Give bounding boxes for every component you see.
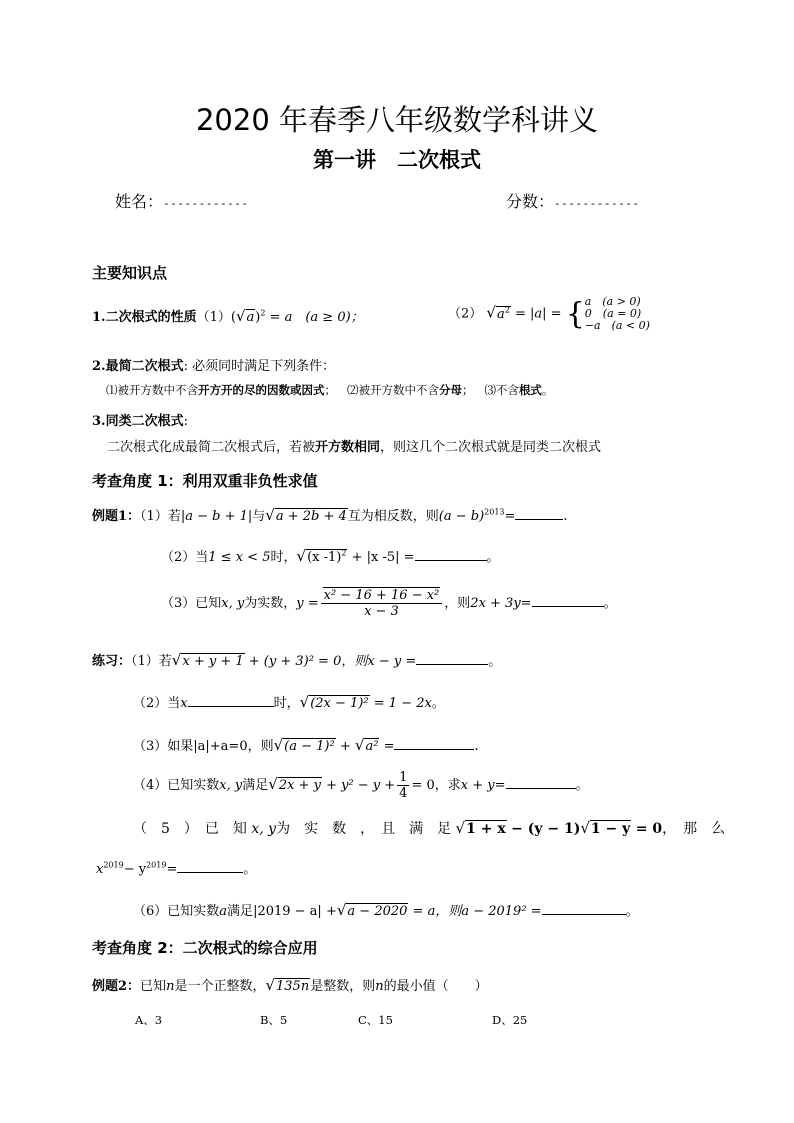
pr5f: 1 − y — [590, 821, 631, 837]
answer-blank[interactable] — [416, 664, 488, 665]
pr2b: x — [180, 696, 188, 711]
pr4b: x, y — [219, 778, 243, 793]
pr5j: 2019 — [103, 860, 124, 870]
property-3 — [92, 410, 188, 429]
practice-q3: （3）如果|a|+a=0，则√(a − 1)² + √a² = . — [133, 736, 479, 754]
ex2f: n — [375, 979, 384, 994]
practice-q1: 练习：（1）若√x + y + 1 + (y + 3)² = 0，则x − y = 。 — [92, 651, 502, 669]
knowledge-heading: 主要知识点 — [92, 264, 168, 282]
pr6h: 。 — [625, 904, 639, 919]
pr3a: （3）如果|a|+a=0，则 — [133, 739, 274, 754]
pr5i: x — [96, 862, 104, 877]
ex1-1e: 互为相反数，则 — [347, 509, 439, 524]
pr1d: x − y = — [367, 654, 417, 669]
cond2-end: ； — [461, 383, 474, 397]
property-1-label: 1.二次根式的性质 — [92, 310, 197, 325]
property-1: 1.二次根式的性质$(1)(√a)^2 = a$ (a ≥ 0)； — [92, 307, 364, 325]
ex1-3h: 。 — [603, 596, 617, 611]
ex2c: 是一个正整数， — [174, 979, 266, 994]
property-3-colon: : — [183, 414, 188, 429]
page-title: 2020 年春季八年级数学科讲义 — [195, 103, 599, 137]
pr4a: （4）已知实数 — [133, 778, 220, 793]
cond3-text: ⑶不含 — [484, 383, 519, 397]
property-2 — [92, 355, 335, 374]
name-field — [115, 189, 249, 212]
ex1-2f: 。 — [486, 550, 500, 565]
ex1-3-numerator: x² − 16 + 16 − x² — [323, 588, 440, 603]
pr2f: 。 — [431, 696, 445, 711]
score-label: 分数： — [506, 192, 555, 211]
pr6g: a − 2019² = — [461, 904, 542, 919]
pr5k: − y — [123, 862, 147, 877]
pr2e: = 1 − 2x — [373, 696, 432, 711]
pr5h: ， 那 么 — [662, 821, 726, 837]
ex1-3e: ，则 — [444, 596, 471, 611]
answer-blank[interactable] — [188, 706, 274, 707]
answer-blank[interactable] — [515, 519, 563, 520]
practice-q4: （4）已知实数x, y满足√2x + y + y² − y + $\frac{1}{4}$ = 0，求x + y= 。 — [133, 770, 589, 801]
ex1-1i: . — [563, 509, 568, 524]
pr5m: = — [166, 862, 178, 877]
pr3d: a² — [365, 739, 379, 754]
ex2g: 的最小值（ ） — [383, 979, 488, 994]
pr4-numerator: 1 — [399, 770, 408, 785]
ex1-2a: （2）当 — [161, 550, 209, 565]
ex1-1b: |a − b + 1| — [180, 509, 253, 524]
property-2-text: : 必须同时满足下列条件： — [183, 359, 336, 374]
pr4d: 2x + y — [278, 778, 321, 793]
pr6e: a − 2020 — [347, 904, 408, 919]
p3-text-bold: 开方数相同 — [315, 440, 381, 455]
ex1-2b: 1 ≤ x < 5 — [208, 550, 271, 565]
pr1c: + (y + 3)² = 0，则 — [248, 654, 368, 669]
pr3c: + — [339, 739, 351, 754]
answer-blank[interactable] — [415, 560, 487, 561]
answer-blank[interactable] — [532, 606, 604, 607]
property-2-conditions — [106, 382, 553, 398]
answer-blank[interactable] — [506, 788, 576, 789]
lecture-subtitle: 第一讲 二次根式 — [313, 148, 481, 172]
cond1-text: ⑴被开方数中不含 — [106, 383, 198, 397]
pr5c: 为 实 数 ， 且 满 足 — [276, 821, 452, 837]
pr4i: 。 — [575, 778, 589, 793]
pr3b: (a − 1)² — [284, 739, 335, 754]
ex1-1d: a + 2b + 4 — [275, 509, 347, 524]
property-3-text — [107, 436, 601, 455]
ex2a: 已知 — [140, 979, 167, 994]
option-d[interactable]: D、25 — [492, 1013, 528, 1027]
name-label: 姓名： — [115, 192, 164, 211]
pr1b: x + y + 1 — [182, 654, 244, 669]
cond1-bold: 开方开的尽的因数或因式 — [198, 383, 325, 397]
ex1-2d: (x -1) — [307, 550, 342, 565]
cond2-bold: 分母 — [438, 383, 462, 397]
angle2-heading: 考查角度 2：二次根式的综合应用 — [92, 939, 318, 957]
ex2e: 是整数，则 — [310, 979, 376, 994]
example1-q3 — [161, 588, 617, 619]
pr4-denominator: 4 — [399, 786, 408, 801]
property-2-label: 2.最简二次根式 — [92, 359, 184, 374]
ex1-3a: （3）已知 — [161, 596, 222, 611]
pr6f: = a，则 — [412, 904, 462, 919]
ex1-1f: (a − b) — [438, 509, 485, 524]
practice-q5-cont — [96, 858, 256, 877]
cond2-text: ⑵被开方数中不含 — [346, 383, 439, 397]
pr3f: . — [474, 739, 479, 754]
ex1-2e: + |x -5| = — [351, 550, 415, 565]
ex2b: n — [166, 979, 175, 994]
pr3e: = — [383, 739, 395, 754]
cond1-end: ； — [324, 383, 336, 397]
pr1a: （1）若 — [131, 654, 172, 669]
score-blank: ------------ — [554, 197, 640, 210]
ex1-1a: （1）若 — [140, 509, 181, 524]
pr2d: (2x − 1)² — [310, 696, 369, 711]
angle1-heading: 考查角度 1：利用双重非负性求值 — [92, 472, 318, 490]
abs-case-negative: −a (a < 0) — [584, 319, 650, 332]
practice-label: 练习： — [92, 654, 132, 669]
ex1-3d: y = — [296, 596, 319, 611]
ex1-3b: x, y — [221, 596, 245, 611]
pr6c: 满足 — [227, 904, 254, 919]
abs-case-zero: 0 (a = 0) — [584, 307, 642, 320]
name-blank: ------------ — [163, 197, 249, 210]
property-3-label: 3.同类二次根式 — [92, 414, 184, 429]
ex1-3-fraction — [321, 588, 443, 619]
ex1-3c: 为实数， — [244, 596, 297, 611]
ex1-2c: 时， — [270, 550, 297, 565]
ex2d: 135n — [276, 979, 310, 994]
pr4f: = 0，求 — [411, 778, 461, 793]
answer-blank[interactable] — [394, 749, 474, 750]
pr2c: 时， — [273, 696, 300, 711]
pr5l: 2019 — [146, 860, 167, 870]
ex1-3-denominator: x − 3 — [364, 604, 399, 619]
pr5n: 。 — [243, 862, 257, 877]
pr6d: |2019 − a| + — [253, 904, 337, 919]
example2-label: 例题2： — [92, 979, 141, 994]
practice-q5: （ 5 ） 已 知 x, y为 实 数 ， 且 满 足 √1 + x − (y − 1)√1 − y = 0， 那 么 — [133, 819, 726, 837]
pr4g: x + y — [460, 778, 495, 793]
pr5e: − (y − 1) — [511, 821, 581, 837]
option-a[interactable]: A、3 — [135, 1013, 163, 1027]
ex1-3g: = — [520, 596, 532, 611]
practice-q6: （6）已知实数a满足|2019 − a| +√a − 2020 = a，则a − 2019² = 。 — [133, 901, 639, 919]
pr5d: 1 + x — [466, 821, 506, 837]
example1-q1: 例题1：（1）若|a − b + 1|与√a + 2b + 4互为相反数，则$(a - b)^{2013}=$ . — [92, 506, 568, 524]
option-b[interactable]: B、5 — [260, 1013, 288, 1027]
answer-blank[interactable] — [542, 914, 626, 915]
p3-text-c: ，则这几个二次根式就是同类二次根式 — [380, 440, 602, 455]
example2: 例题2：已知n是一个正整数，√135n是整数，则n的最小值（ ） — [92, 976, 488, 994]
option-c[interactable]: C、15 — [358, 1013, 393, 1027]
property-1-part2: （2） — [448, 306, 483, 322]
property-1-abs: （2） $√a^2 = |a| = \{a$ (a > 0) 0 (a = 0) −a (a < 0) — [448, 295, 650, 332]
cond3-end: 。 — [541, 383, 554, 397]
p3-text-a: 二次根式化成最简二次根式后，若被 — [107, 440, 316, 455]
pr5b: x, y — [251, 821, 277, 837]
pr6a: （6）已知实数 — [133, 904, 220, 919]
pr1e: 。 — [488, 654, 502, 669]
ex1-1g: 2013 — [484, 507, 505, 517]
abs-case-positive: a (a > 0) — [584, 295, 641, 308]
ex1-1c: 与 — [252, 509, 266, 524]
property-1-formula: = a (a ≥ 0)； — [269, 310, 364, 325]
pr4e: + y² − y + — [326, 778, 396, 793]
pr5a: （ 5 ） 已 知 — [133, 821, 247, 837]
score-field — [506, 189, 640, 212]
pr4c: 满足 — [242, 778, 269, 793]
pr5g: = 0 — [635, 821, 663, 837]
example1-q2: （2）当1 ≤ x < 5时，√(x -1)$^2$ + |x -5| = 。 — [161, 547, 500, 565]
pr4-fraction — [397, 770, 409, 801]
ex1-3f: 2x + 3y — [470, 596, 521, 611]
example1-label: 例题1： — [92, 509, 141, 524]
pr4h: = — [494, 778, 506, 793]
cond3-bold: 根式 — [518, 383, 542, 397]
pr6b: a — [219, 904, 228, 919]
property-1-part1: （1） — [196, 310, 231, 325]
practice-q2: （2）当x 时，√(2x − 1)² = 1 − 2x。 — [133, 693, 445, 711]
pr2a: （2）当 — [133, 696, 181, 711]
ex1-1h: = — [504, 509, 516, 524]
answer-blank[interactable] — [177, 872, 243, 873]
